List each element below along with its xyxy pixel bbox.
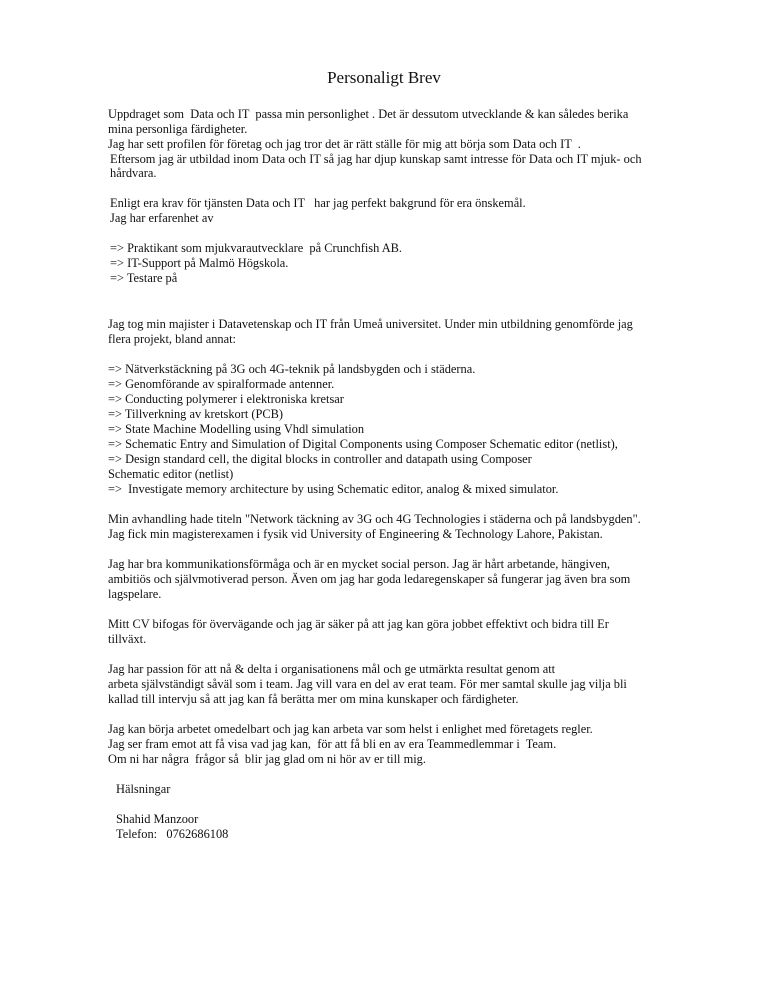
text-line: arbeta självständigt såväl som i team. Jag vill vara en del av erat team. För mer samtal skulle jag vilja bli xyxy=(108,677,627,691)
text-line: Min avhandling hade titeln "Network täckning av 3G och 4G Technologies i städerna och på landsbygden". xyxy=(108,512,641,526)
text-line: Enligt era krav för tjänsten Data och IT har jag perfekt bakgrund för era önskemål. xyxy=(110,196,526,210)
text-line: kallad till intervju så att jag kan få berätta mer om mina kunskaper och färdigheter. xyxy=(108,692,519,706)
signature-name: Shahid Manzoor xyxy=(116,812,199,826)
list-item: => Tillverkning av kretskort (PCB) xyxy=(108,407,284,421)
list-item: => State Machine Modelling using Vhdl simulation xyxy=(108,422,365,436)
text-line: Jag tog min majister i Datavetenskap och IT från Umeå universitet. Under min utbildning genomförde jag xyxy=(108,317,633,331)
list-item: => Nätverkstäckning på 3G och 4G-teknik på landsbygden och i städerna. xyxy=(108,362,476,376)
list-item: => IT-Support på Malmö Högskola. xyxy=(110,256,289,270)
list-item: => Schematic Entry and Simulation of Digital Components using Composer Schematic editor (netlist), xyxy=(108,437,618,451)
text-line: flera projekt, bland annat: xyxy=(108,332,236,346)
list-item: => Conducting polymerer i elektroniska kretsar xyxy=(108,392,344,406)
text-line: Jag kan börja arbetet omedelbart och jag kan arbeta var som helst i enlighet med företagets regler. xyxy=(108,722,593,736)
list-item: => Genomförande av spiralformade antenner. xyxy=(108,377,335,391)
text-line: Mitt CV bifogas för övervägande och jag är säker på att jag kan göra jobbet effektivt och bidra till Er xyxy=(108,617,609,631)
list-item: => Design standard cell, the digital blocks in controller and datapath using Composer xyxy=(108,452,532,466)
text-line: Jag fick min magisterexamen i fysik vid University of Engineering & Technology Lahore, Pakistan. xyxy=(108,527,603,541)
text-line: hårdvara. xyxy=(110,166,157,180)
text-line: Jag har sett profilen för företag och jag tror det är rätt ställe för mig att börja som Data och IT . xyxy=(108,137,581,151)
text-line: mina personliga färdigheter. xyxy=(108,122,248,136)
list-item: => Praktikant som mjukvarautvecklare på Crunchfish AB. xyxy=(110,241,403,255)
text-line: Uppdraget som Data och IT passa min personlighet . Det är dessutom utvecklande & kan således berika xyxy=(108,107,629,121)
closing-greeting: Hälsningar xyxy=(116,782,171,796)
text-line: Jag har passion för att nå & delta i organisationens mål och ge utmärkta resultat genom att xyxy=(108,662,556,676)
letter-title: Personaligt Brev xyxy=(327,68,441,87)
text-line: Jag har bra kommunikationsförmåga och är en mycket social person. Jag är hårt arbetande, hängiven, xyxy=(108,557,610,571)
signature-phone: Telefon: 0762686108 xyxy=(116,827,229,841)
text-line: Jag har erfarenhet av xyxy=(110,211,214,225)
list-item: Schematic editor (netlist) xyxy=(108,467,234,481)
text-line: lagspelare. xyxy=(108,587,162,601)
text-line: Jag ser fram emot att få visa vad jag kan, för att få bli en av era Teammedlemmar i Team. xyxy=(108,737,557,751)
text-line: Eftersom jag är utbildad inom Data och IT så jag har djup kunskap samt intresse för Data och IT mjuk- och xyxy=(110,152,642,166)
text-line: Om ni har några frågor så blir jag glad om ni hör av er till mig. xyxy=(108,752,426,766)
list-item: => Investigate memory architecture by using Schematic editor, analog & mixed simulator. xyxy=(108,482,559,496)
text-line: tillväxt. xyxy=(108,632,147,646)
list-item: => Testare på xyxy=(110,271,178,285)
text-line: ambitiös och självmotiverad person. Även om jag har goda ledaregenskaper så fungerar jag även bra som xyxy=(108,572,631,586)
